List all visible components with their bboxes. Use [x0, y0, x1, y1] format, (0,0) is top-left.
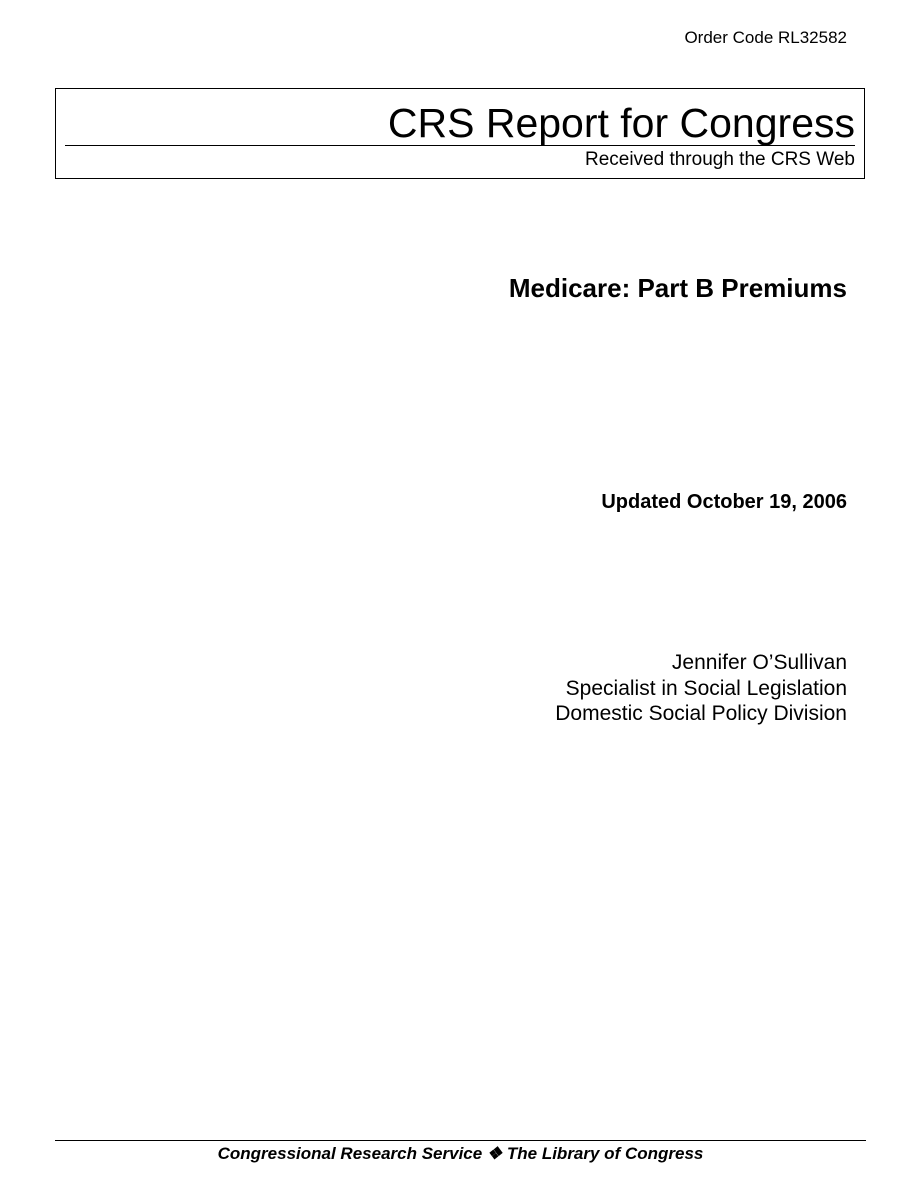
updated-date: Updated October 19, 2006: [601, 491, 847, 513]
footer-text: Congressional Research Service ❖ The Library of Congress: [217, 1144, 704, 1163]
author-division: Domestic Social Policy Division: [555, 702, 847, 725]
author-name: Jennifer O’Sullivan: [671, 651, 847, 674]
author-block: [555, 650, 847, 727]
order-code: Order Code RL32582: [684, 28, 847, 47]
header-divider: [65, 145, 855, 146]
footer-divider: [55, 1140, 866, 1141]
author-position: Specialist in Social Legislation: [565, 676, 847, 700]
report-title: Medicare: Part B Premiums: [508, 273, 847, 303]
report-header-box: [55, 88, 865, 179]
header-title: CRS Report for Congress: [387, 100, 855, 146]
header-subtitle: Received through the CRS Web: [584, 149, 855, 170]
